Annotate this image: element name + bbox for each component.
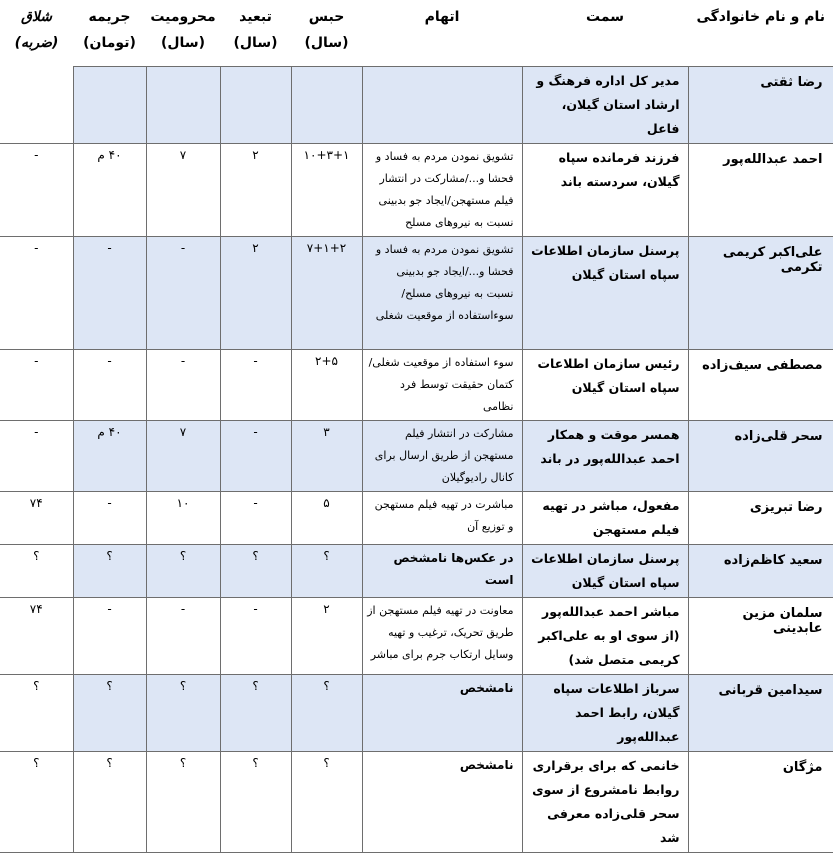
cell-exile: ۲	[220, 236, 291, 349]
cell-prison	[291, 66, 362, 143]
cell-lashes: -	[0, 143, 73, 236]
cell-deprivation: ؟	[146, 544, 220, 597]
cell-position: مباشر احمد عبدالله‌پور (از سوی او به علی‌اکبر کریمی متصل شد)	[522, 597, 688, 674]
cell-fine: ؟	[73, 674, 146, 751]
cell-exile: -	[220, 349, 291, 420]
cell-position: مدیر کل اداره فرهنگ و ارشاد استان گیلان، فاعل	[522, 66, 688, 143]
cell-position: فرزند فرمانده سپاه گیلان، سردسته باند	[522, 143, 688, 236]
cell-name: رضا ثقتی	[688, 66, 833, 143]
cell-accusation	[362, 66, 522, 143]
cell-accusation: تشویق نمودن مردم به فساد و فحشا و.../ایجاد جو بدبینی نسبت به نیروهای مسلح/سوءاستفاده از موقعیت شغلی	[362, 236, 522, 349]
cell-lashes: -	[0, 236, 73, 349]
cell-exile: -	[220, 491, 291, 544]
cell-lashes: ؟	[0, 751, 73, 852]
cell-accusation: نامشخص	[362, 674, 522, 751]
cell-fine	[73, 66, 146, 143]
table-row	[0, 597, 833, 674]
header-position: سمت	[586, 9, 624, 25]
cell-lashes: ؟	[0, 544, 73, 597]
table-body	[0, 66, 833, 852]
cell-fine: -	[73, 236, 146, 349]
header-deprivation: محرومیت (سال)	[150, 9, 216, 51]
table-row	[0, 751, 833, 852]
cell-deprivation	[146, 66, 220, 143]
cell-name: علی‌اکبر کریمی تکرمی	[688, 236, 833, 349]
table-row	[0, 674, 833, 751]
cell-name: سعید کاظم‌زاده	[688, 544, 833, 597]
cell-name: مصطفی سیف‌زاده	[688, 349, 833, 420]
cell-accusation: در عکس‌ها نامشخص است	[362, 544, 522, 597]
cell-deprivation: ۷	[146, 143, 220, 236]
cell-fine: ۴۰ م	[73, 420, 146, 491]
cell-accusation: تشویق نمودن مردم به فساد و فحشا و.../مشارکت در انتشار فیلم مستهجن/ایجاد جو بدبینی نسبت به نیروهای مسلح	[362, 143, 522, 236]
cell-position: سرباز اطلاعات سپاه گیلان، رابط احمد عبدالله‌پور	[522, 674, 688, 751]
cell-accusation: مباشرت در تهیه فیلم مستهجن و توزیع آن	[362, 491, 522, 544]
cell-deprivation: -	[146, 597, 220, 674]
table-row	[0, 349, 833, 420]
header-accusation: اتهام	[424, 9, 460, 25]
table-row	[0, 491, 833, 544]
cell-lashes: ۷۴	[0, 597, 73, 674]
cell-fine: -	[73, 597, 146, 674]
cell-position: رئیس سازمان اطلاعات سپاه استان گیلان	[522, 349, 688, 420]
cell-exile: ؟	[220, 751, 291, 852]
cell-position: پرسنل سازمان اطلاعات سپاه استان گیلان	[522, 544, 688, 597]
cell-prison: ؟	[291, 751, 362, 852]
header-fine: جریمه (تومان)	[83, 9, 136, 51]
cell-lashes: -	[0, 420, 73, 491]
cell-deprivation: ؟	[146, 751, 220, 852]
header-exile: تبعید (سال)	[233, 9, 278, 51]
cell-name: سیدامین قربانی	[688, 674, 833, 751]
cell-fine: ۴۰ م	[73, 143, 146, 236]
cell-prison: ۵	[291, 491, 362, 544]
header-name: نام و نام خانوادگی	[696, 9, 825, 25]
cell-exile: -	[220, 597, 291, 674]
table-row	[0, 66, 833, 143]
cell-position: مفعول، مباشر در تهیه فیلم مستهجن	[522, 491, 688, 544]
cell-fine: ؟	[73, 751, 146, 852]
cell-lashes	[0, 66, 73, 143]
cell-prison: ؟	[291, 674, 362, 751]
table-row	[0, 236, 833, 349]
table-row	[0, 420, 833, 491]
cell-lashes: -	[0, 349, 73, 420]
cell-lashes: ۷۴	[0, 491, 73, 544]
cell-name: سلمان مزین عابدینی	[688, 597, 833, 674]
header-row	[0, 0, 833, 66]
cell-deprivation: ۱۰	[146, 491, 220, 544]
cell-fine: ؟	[73, 544, 146, 597]
cell-name: رضا تبریزی	[688, 491, 833, 544]
cell-prison: ۲	[291, 597, 362, 674]
header-lashes: شلاق (ضربه)	[14, 9, 59, 51]
cell-deprivation: -	[146, 236, 220, 349]
cell-position: همسر موقت و همکار احمد عبدالله‌پور در باند	[522, 420, 688, 491]
table-row	[0, 143, 833, 236]
cell-accusation: معاونت در تهیه فیلم مستهجن از طریق تحریک، ترغیب و تهیه وسایل ارتکاب جرم برای مباشر	[362, 597, 522, 674]
cell-deprivation: -	[146, 349, 220, 420]
cell-prison: ۳	[291, 420, 362, 491]
cell-prison: ؟	[291, 544, 362, 597]
cell-deprivation: ۷	[146, 420, 220, 491]
cell-name: سحر قلی‌زاده	[688, 420, 833, 491]
cell-lashes: ؟	[0, 674, 73, 751]
cell-prison: ۱۰+۳+۱	[291, 143, 362, 236]
cell-prison: ۷+۱+۲	[291, 236, 362, 349]
cell-name: احمد عبدالله‌پور	[688, 143, 833, 236]
cell-fine: -	[73, 349, 146, 420]
cell-deprivation: ؟	[146, 674, 220, 751]
table-row	[0, 544, 833, 597]
cell-prison: ۲+۵	[291, 349, 362, 420]
cell-exile: ؟	[220, 544, 291, 597]
cell-fine: -	[73, 491, 146, 544]
cell-position: پرسنل سازمان اطلاعات سپاه استان گیلان	[522, 236, 688, 349]
cell-exile: ؟	[220, 674, 291, 751]
cell-accusation: نامشخص	[362, 751, 522, 852]
cell-exile: -	[220, 420, 291, 491]
cell-exile: ۲	[220, 143, 291, 236]
header-prison: حبس (سال)	[304, 9, 349, 51]
cell-name: مژگان	[688, 751, 833, 852]
cell-accusation: سوء استفاده از موقعیت شغلی/کتمان حقیقت توسط فرد نظامی	[362, 349, 522, 420]
cell-exile	[220, 66, 291, 143]
cell-position: خانمی که برای برقراری روابط نامشروع از سوی سحر قلی‌زاده معرفی شد	[522, 751, 688, 852]
cell-accusation: مشارکت در انتشار فیلم مستهجن از طریق ارسال برای کانال رادیوگیلان	[362, 420, 522, 491]
